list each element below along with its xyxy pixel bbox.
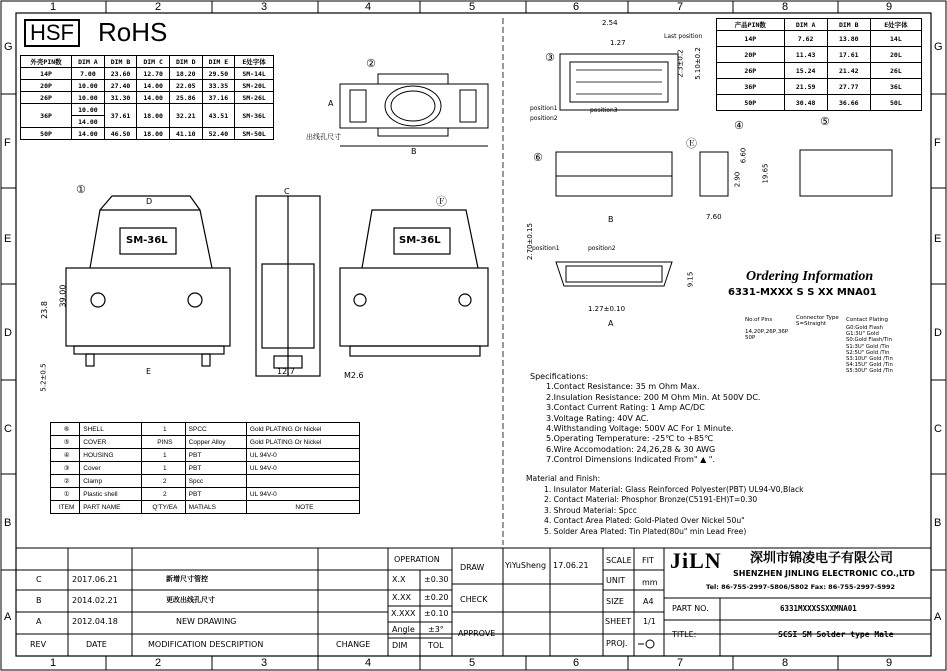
pitch-254: 2.54 (602, 19, 618, 27)
cell: Gold PLATING Or Nickel (246, 436, 359, 449)
cell: 14P (717, 31, 785, 47)
header-cell: MATIALS (185, 501, 246, 514)
cell: 26P (21, 92, 72, 104)
cell: 12.70 (137, 68, 170, 80)
cell: 20P (717, 47, 785, 63)
cell: SHELL (80, 423, 142, 436)
header-cell: DIM C (137, 56, 170, 68)
callout-e: Ⓔ (686, 137, 697, 150)
zone-col-3-b: 3 (261, 657, 268, 669)
pins-label: No.of Pins (745, 317, 773, 323)
company-name-en: SHENZHEN JINLING ELECTRONIC CO.,LTD (733, 569, 915, 578)
cell: 10.00 (72, 92, 105, 104)
zone-col-8: 8 (782, 1, 789, 13)
cell: 14P (21, 68, 72, 80)
cell: PBT (185, 488, 246, 501)
tol-xxx-v: ±0.20 (424, 593, 449, 602)
spec-item: 6.Wire Accomodation: 24,26,28 & 30 AWG (546, 444, 716, 454)
zone-col-7: 7 (677, 1, 684, 13)
cell: UL 94V-0 (246, 488, 359, 501)
table-row (21, 128, 274, 140)
cell: 7.62 (784, 31, 827, 47)
zone-col-4: 4 (365, 1, 372, 13)
dim-23: 2.3±0.2 (676, 49, 685, 78)
callout-1: ① (76, 183, 86, 196)
zone-col-8-b: 8 (782, 657, 789, 669)
dim-e-label: E (146, 367, 152, 376)
table-row (51, 475, 360, 488)
cell: 13.80 (827, 31, 870, 47)
proj-label: PROJ. (606, 639, 628, 648)
shell-marking-front: SM-36L (126, 235, 168, 246)
height-39: 39.00 (58, 284, 68, 308)
zone-col-9: 9 (886, 1, 893, 13)
cell: SM-26L (235, 92, 274, 104)
header-cell: E处字体 (870, 19, 921, 31)
zone-row-g: G (4, 41, 13, 53)
cell: 10.00 (72, 104, 105, 116)
unit-label: UNIT (606, 576, 626, 585)
rohs-logo: RoHS (98, 17, 168, 47)
size-label: SIZE (606, 597, 624, 606)
company-name-cn: 深圳市锦凌电子有限公司 (750, 551, 894, 566)
cell: 14.00 (137, 80, 170, 92)
callout-4: ④ (734, 119, 744, 132)
desc-header: MODIFICATION DESCRIPTION (148, 640, 264, 649)
approve-label: APPROVE (458, 629, 496, 638)
zone-row-b-r: B (934, 517, 942, 529)
dim-270: 2.70±0.15 (526, 222, 535, 261)
header-cell: PART NAME (80, 501, 142, 514)
spec-item: 1.Contact Resistance: 35 m Ohm Max. (546, 382, 700, 392)
cell: SM-14L (235, 68, 274, 80)
tol-header: TOL (428, 641, 444, 650)
header-cell: 外壳PIN数 (21, 56, 72, 68)
thread-m26: M2.6 (344, 371, 364, 380)
tol-angle: Angle (392, 625, 415, 634)
zone-row-f: F (4, 137, 11, 149)
hsf-logo: HSF (24, 19, 80, 47)
cell: 27.77 (827, 79, 870, 95)
cell: 7.00 (72, 68, 105, 80)
title-value: SCSI SM Solder type Male (778, 630, 894, 639)
height-238: 23.8 (39, 301, 49, 319)
cell: 31.30 (104, 92, 137, 104)
drawer-name: YiYuSheng (505, 561, 547, 570)
part-no-label: PART NO. (672, 604, 709, 613)
cell: Spcc (185, 475, 246, 488)
pins-values: 14,20P,26P,36P 50P (745, 329, 789, 341)
table-row (51, 488, 360, 501)
company-tel: Tel: 86-755-2997-5806/5802 Fax: 86-755-2997-5992 (706, 583, 896, 591)
cell: 25.86 (169, 92, 202, 104)
dim-b-label: B (411, 147, 417, 156)
cell: 18.00 (137, 128, 170, 140)
cell: 2 (142, 488, 186, 501)
zone-row-d: D (4, 327, 12, 339)
cell: Clamp (80, 475, 142, 488)
position1-top: position1 (530, 105, 558, 112)
table-row (717, 31, 922, 47)
header-cell: ITEM (51, 501, 80, 514)
cell: SM-20L (235, 80, 274, 92)
tol-xxx: X.XX (392, 593, 411, 602)
callout-f: Ⓕ (436, 195, 447, 208)
header-cell: DIM A (72, 56, 105, 68)
connector-type: Connector Type S=Straight (796, 315, 839, 327)
table-row (21, 80, 274, 92)
zone-row-g-r: G (934, 41, 943, 53)
cell: ④ (51, 449, 80, 462)
bom-table (50, 422, 360, 514)
rev-c-desc: 新增尺寸管控 (166, 575, 208, 583)
cell: 20P (21, 80, 72, 92)
cell: PBT (185, 449, 246, 462)
ordering-title: Ordering Information (746, 269, 874, 284)
right-dim-table (716, 18, 922, 111)
table-row (21, 92, 274, 104)
material-item: 1. Insulator Material: Glass Reinforced Polyester(PBT) UL94-V0,Black (544, 484, 804, 494)
rev-b: B (36, 596, 42, 605)
zone-row-a: A (4, 611, 12, 623)
rev-a-desc: NEW DRAWING (176, 617, 237, 626)
table-row (717, 63, 922, 79)
cell: 14.00 (137, 92, 170, 104)
size-value: A4 (643, 597, 654, 606)
spec-title: Specifications: (530, 372, 589, 381)
cell: 46.50 (104, 128, 137, 140)
cell: PBT (185, 462, 246, 475)
cell: 14.00 (72, 128, 105, 140)
cell: 36L (870, 79, 921, 95)
zone-row-c: C (4, 423, 12, 435)
cell: 26L (870, 63, 921, 79)
cell: 17.61 (827, 47, 870, 63)
header-cell: NOTE (246, 501, 359, 514)
cell: 1 (142, 462, 186, 475)
cell: 14L (870, 31, 921, 47)
cell: 36.66 (827, 95, 870, 111)
change-header: CHANGE (336, 640, 371, 649)
unit-value: mm (642, 578, 658, 587)
plating-title: Contact Plating (846, 317, 889, 323)
cell: Gold PLATING Or Nickel (246, 423, 359, 436)
cell: ② (51, 475, 80, 488)
header-cell: DIM D (169, 56, 202, 68)
callout-5: ⑤ (820, 115, 830, 128)
cell: 37.16 (202, 92, 235, 104)
cell: 50P (21, 128, 72, 140)
rev-b-desc: 更改出线孔尺寸 (166, 596, 215, 604)
height-52: 5.2±0.5 (39, 363, 48, 392)
dim-1965: 19.65 (761, 163, 770, 184)
cell: 30.48 (784, 95, 827, 111)
zone-col-2-b: 2 (155, 657, 162, 669)
scale-value: FIT (642, 556, 654, 565)
cell: 32.21 (169, 104, 202, 128)
cell (246, 475, 359, 488)
table-row (21, 68, 274, 80)
zone-col-4-b: 4 (365, 657, 372, 669)
dim-c-label: C (284, 187, 290, 196)
material-item: 4. Contact Area Plated: Gold-Plated Over Nickel 50u" (544, 516, 745, 526)
cell: 36P (717, 79, 785, 95)
cell: 36P (21, 104, 72, 128)
draw-date: 17.06.21 (553, 561, 589, 570)
tol-xxxx: X.XXX (391, 609, 416, 618)
table-row (51, 449, 360, 462)
check-label: CHECK (460, 595, 488, 604)
dim-915: 9.15 (686, 271, 695, 288)
cell: 11.43 (784, 47, 827, 63)
mark-b: B (608, 215, 614, 224)
cell: 1 (142, 449, 186, 462)
header-cell: DIM B (827, 19, 870, 31)
header-cell: DIM E (202, 56, 235, 68)
plating-item: G0:Gold Flash (846, 325, 884, 331)
zone-col-6: 6 (573, 1, 580, 13)
cell: 18.20 (169, 68, 202, 80)
table-row (51, 436, 360, 449)
zone-col-1: 1 (50, 1, 57, 13)
cell: 23.60 (104, 68, 137, 80)
dim-760: 7.60 (706, 213, 722, 221)
rev-a-date: 2012.04.18 (72, 617, 118, 626)
cell: ⑤ (51, 436, 80, 449)
header-cell: Q'TY/EA (142, 501, 186, 514)
zone-row-c-r: C (934, 423, 942, 435)
plating-item: S5:30U" Gold /Tin (846, 368, 893, 375)
plating-item: S0:Gold Flash/Tin (846, 337, 892, 344)
plating-item: S1:3U" Gold /Tin (846, 343, 890, 350)
zone-row-a-r: A (934, 611, 942, 623)
dim-a-label: A (328, 99, 334, 108)
materials (526, 474, 804, 538)
cell: 29.50 (202, 68, 235, 80)
header-cell: DIM B (104, 56, 137, 68)
zone-row-e: E (4, 233, 12, 245)
table-row (51, 462, 360, 475)
cell: SM-36L (235, 104, 274, 128)
cell: 41.10 (169, 128, 202, 140)
cell: 50P (717, 95, 785, 111)
cell: 1 (142, 423, 186, 436)
position2-top: position2 (530, 115, 558, 122)
cell: PINS (142, 436, 186, 449)
cell: 50L (870, 95, 921, 111)
cell: 43.51 (202, 104, 235, 128)
header-cell: 产品PIN数 (717, 19, 785, 31)
table-row (717, 95, 922, 111)
cell: 27.40 (104, 80, 137, 92)
cell: Copper Alloy (185, 436, 246, 449)
cell: ⑥ (51, 423, 80, 436)
material-item: 3. Shroud Material: Spcc (544, 505, 637, 515)
rev-b-date: 2014.02.21 (72, 596, 118, 605)
rev-header: REV (30, 640, 47, 649)
company-logo: JiLN (670, 548, 722, 573)
tol-angle-v: ±3° (428, 625, 444, 634)
dim-127b: 1.27±0.10 (588, 305, 626, 313)
cell: SPCC (185, 423, 246, 436)
table-row (21, 104, 274, 116)
zone-col-5-b: 5 (469, 657, 476, 669)
zone-col-5: 5 (469, 1, 476, 13)
table-row (717, 19, 922, 31)
rev-c: C (36, 575, 42, 584)
plating-item: G1:3U" Gold (846, 331, 879, 338)
zone-row-f-r: F (934, 137, 941, 149)
last-position-label: Last position (664, 33, 703, 40)
cell: COVER (80, 436, 142, 449)
width-127: 12.7 (277, 367, 295, 376)
cell: HOUSING (80, 449, 142, 462)
cell: Plastic shell (80, 488, 142, 501)
callout-3: ③ (545, 51, 555, 64)
rev-c-date: 2017.06.21 (72, 575, 118, 584)
zone-col-2: 2 (155, 1, 162, 13)
cell: 18.00 (137, 104, 170, 128)
spec-item: 5.Operating Temperature: -25℃ to +85℃ (546, 434, 714, 444)
zone-col-9-b: 9 (886, 657, 893, 669)
dim-51: 5.10±0.2 (693, 47, 702, 80)
sheet-value: 1/1 (643, 617, 656, 626)
cell: 21.59 (784, 79, 827, 95)
cell: Cover (80, 462, 142, 475)
zone-col-6-b: 6 (573, 657, 580, 669)
shell-marking-side: SM-36L (399, 235, 441, 246)
date-header: DATE (86, 640, 107, 649)
cell: UL 94V-0 (246, 449, 359, 462)
ordering-code: 6331-MXXX S S XX MNA01 (728, 287, 877, 298)
tol-xx: X.X (392, 575, 406, 584)
cell: UL 94V-0 (246, 462, 359, 475)
zone-row-e-r: E (934, 233, 942, 245)
plating-item: S4:15U" Gold /Tin (846, 362, 893, 369)
table-row (21, 56, 274, 68)
header-cell: E处字体 (235, 56, 274, 68)
cell: 10.00 (72, 80, 105, 92)
operation-label: OPERATION (394, 555, 440, 564)
callout-2: ② (366, 57, 376, 70)
cell: 37.61 (104, 104, 137, 128)
draw-label: DRAW (460, 563, 485, 572)
rev-a: A (36, 617, 42, 626)
cell: 22.05 (169, 80, 202, 92)
tol-xxxx-v: ±0.10 (424, 609, 449, 618)
tol-xx-v: ±0.30 (424, 575, 449, 584)
zone-col-1-b: 1 (50, 657, 57, 669)
spec-item: 3.Voltage Rating: 40V AC. (546, 413, 649, 423)
cell: 20L (870, 47, 921, 63)
zone-col-3: 3 (261, 1, 268, 13)
dim-660: 6.60 (739, 147, 748, 164)
plating-item: S2:5U" Gold /Tin (846, 349, 890, 356)
materials-title: Material and Finish: (526, 474, 601, 483)
zone-col-7-b: 7 (677, 657, 684, 669)
mark-a: A (608, 319, 614, 328)
plating-list (846, 325, 893, 375)
left-dim-table (20, 55, 274, 140)
dim-header: DIM (392, 641, 408, 650)
position2-face: position2 (588, 245, 616, 252)
table-row (51, 423, 360, 436)
spec-item: 2.Insulation Resistance: 200 M Ohm Min. At 500V DC. (546, 392, 761, 402)
table-row (51, 501, 360, 514)
cell: 52.40 (202, 128, 235, 140)
position3-top: position3 (590, 107, 618, 114)
material-item: 5. Solder Area Plated: Tin Plated(80u" min Lead Free) (544, 526, 747, 536)
cell: 15.24 (784, 63, 827, 79)
material-item: 2. Contact Material: Phosphor Bronze(C5191-EH)T=0.30 (544, 495, 758, 505)
dim-d-label: D (146, 197, 153, 206)
callout-6: ⑥ (533, 151, 543, 164)
dim-290: 2.90 (733, 171, 742, 188)
spec-item: 7.Control Dimensions Indicated From" ▲ ". (546, 455, 715, 465)
cell: 14.00 (72, 116, 105, 128)
pitch-127: 1.27 (610, 39, 626, 47)
zone-row-b: B (4, 517, 12, 529)
cell: SM-50L (235, 128, 274, 140)
cell: ③ (51, 462, 80, 475)
cell: ① (51, 488, 80, 501)
scale-label: SCALE (606, 556, 632, 565)
table-row (717, 79, 922, 95)
cell: 33.35 (202, 80, 235, 92)
cell: 21.42 (827, 63, 870, 79)
zone-row-d-r: D (934, 327, 942, 339)
position1-face: position1 (532, 245, 560, 252)
sheet-label: SHEET (605, 617, 632, 626)
part-no-value: 6331MXXXSSXXMNA01 (780, 604, 857, 613)
plating-item: S3:10U" Gold /Tin (846, 356, 893, 363)
spec-item: 4.Withstanding Voltage: 500V AC For 1 Minute. (546, 424, 734, 434)
table-row (717, 47, 922, 63)
cell: 2 (142, 475, 186, 488)
specifications (530, 372, 760, 466)
cutout-label: 出线孔尺寸 (306, 133, 341, 141)
spec-item: 3.Contact Current Rating: 1 Amp AC/DC (546, 403, 705, 413)
header-cell: DIM A (784, 19, 827, 31)
title-label: TITLE: (672, 630, 697, 639)
cell: 26P (717, 63, 785, 79)
